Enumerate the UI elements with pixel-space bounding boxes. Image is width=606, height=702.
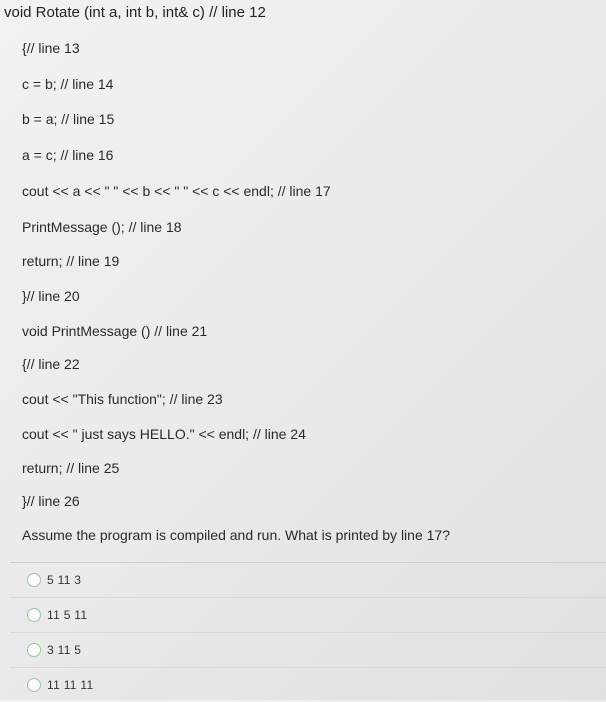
answer-option-2[interactable] (10, 597, 606, 632)
code-line-17: cout << a << " " << b << " " << c << endl; // line 17 (22, 183, 331, 199)
answer-option-3[interactable] (10, 632, 606, 667)
answer-option-1[interactable] (10, 562, 606, 597)
code-line-20: }// line 20 (22, 288, 80, 304)
code-line-16: a = c; // line 16 (22, 147, 114, 163)
code-line-24: cout << " just says HELLO." << endl; // line 24 (22, 426, 306, 442)
answer-option-label: 11 11 11 (47, 678, 94, 692)
code-line-21: void PrintMessage () // line 21 (22, 323, 208, 339)
code-line-25: return; // line 25 (22, 460, 120, 476)
code-line-22: {// line 22 (22, 356, 80, 372)
radio-button-icon[interactable] (27, 643, 41, 657)
radio-button-icon[interactable] (27, 678, 41, 692)
code-line-18: PrintMessage (); // line 18 (22, 219, 182, 235)
answer-option-label: 5 11 3 (47, 573, 82, 587)
function-signature: void Rotate (int a, int b, int& c) // line 12 (4, 4, 266, 21)
radio-button-icon[interactable] (27, 608, 41, 622)
radio-button-icon[interactable] (27, 573, 41, 587)
code-line-26: }// line 26 (22, 493, 80, 509)
answer-option-label: 3 11 5 (47, 643, 82, 657)
question-text: Assume the program is compiled and run. What is printed by line 17? (22, 527, 450, 543)
answer-option-4[interactable] (10, 667, 606, 702)
code-line-14: c = b; // line 14 (22, 76, 114, 92)
code-line-19: return; // line 19 (22, 253, 120, 269)
code-line-13: {// line 13 (22, 40, 80, 56)
answer-option-label: 11 5 11 (47, 608, 88, 622)
code-line-15: b = a; // line 15 (22, 111, 115, 127)
answer-options (10, 562, 606, 702)
code-line-23: cout << "This function"; // line 23 (22, 391, 223, 407)
